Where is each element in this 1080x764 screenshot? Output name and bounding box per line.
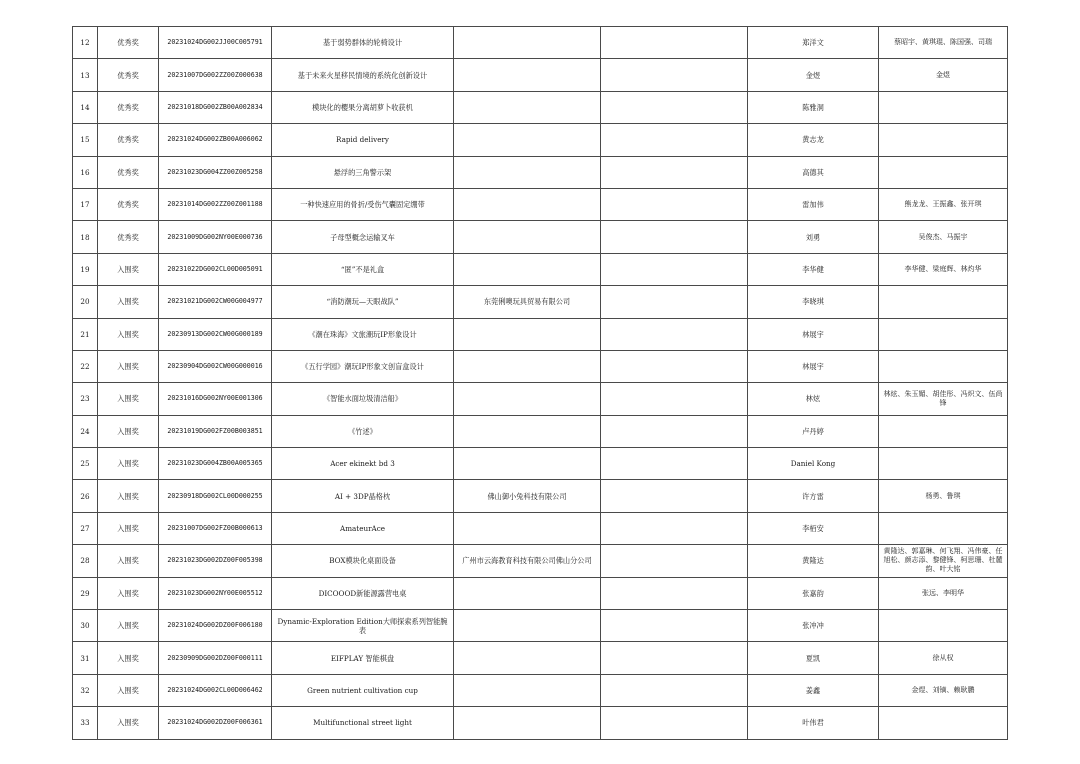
author-cell: 李晓琪 xyxy=(748,286,879,318)
empty-cell xyxy=(601,124,748,156)
empty-cell xyxy=(601,415,748,447)
row-number-cell: 14 xyxy=(73,91,98,123)
company-cell xyxy=(454,156,601,188)
award-level-cell: 入围奖 xyxy=(98,383,159,415)
author-cell: 刘勇 xyxy=(748,221,879,253)
row-number-cell: 24 xyxy=(73,415,98,447)
work-title-cell: DICOOOD新能源露营电桌 xyxy=(272,577,454,609)
work-title-cell: 模块化的樱果分离胡萝卜收获机 xyxy=(272,91,454,123)
company-cell xyxy=(454,610,601,642)
entry-code-cell: 20231024DG002ZB00A006062 xyxy=(159,124,272,156)
empty-cell xyxy=(601,318,748,350)
table-row xyxy=(73,610,1008,642)
award-level-cell: 入围奖 xyxy=(98,512,159,544)
entry-code-cell: 20231007DG002FZ00B000613 xyxy=(159,512,272,544)
team-members-cell: 吴俊杰、马振宇 xyxy=(879,221,1008,253)
table-row xyxy=(73,448,1008,480)
author-cell: 张嘉韵 xyxy=(748,577,879,609)
work-title-cell: 一种快速应用的骨折/受伤气囊固定绷带 xyxy=(272,188,454,220)
empty-cell xyxy=(601,27,748,59)
author-cell: 李栢安 xyxy=(748,512,879,544)
table-row xyxy=(73,674,1008,706)
work-title-cell: 《智能水面垃圾清洁船》 xyxy=(272,383,454,415)
author-cell: 黄志龙 xyxy=(748,124,879,156)
row-number-cell: 17 xyxy=(73,188,98,220)
company-cell xyxy=(454,415,601,447)
row-number-cell: 32 xyxy=(73,674,98,706)
award-level-cell: 优秀奖 xyxy=(98,221,159,253)
empty-cell xyxy=(601,480,748,512)
table-row xyxy=(73,156,1008,188)
table-row xyxy=(73,221,1008,253)
table-row xyxy=(73,188,1008,220)
team-members-cell: 黄隆达、郭嘉琳、何飞翔、冯伟豪、任旭松、颜志添、黎健锋、柯思珊、杜麓韵、叶大铭 xyxy=(879,545,1008,577)
awards-table xyxy=(72,26,1008,740)
work-title-cell: Acer ekinekt bd 3 xyxy=(272,448,454,480)
author-cell: 卢丹婷 xyxy=(748,415,879,447)
work-title-cell: “匿”不是礼盒 xyxy=(272,253,454,285)
row-number-cell: 19 xyxy=(73,253,98,285)
company-cell: 广州市云海教育科技有限公司佛山分公司 xyxy=(454,545,601,577)
author-cell: 林炫 xyxy=(748,383,879,415)
entry-code-cell: 20231014DG002ZZ00Z001188 xyxy=(159,188,272,220)
author-cell: 陈雅洞 xyxy=(748,91,879,123)
entry-code-cell: 20231019DG002FZ00B003851 xyxy=(159,415,272,447)
table-row xyxy=(73,707,1008,739)
company-cell xyxy=(454,124,601,156)
table-row xyxy=(73,318,1008,350)
entry-code-cell: 20231023DG002DZ00F005398 xyxy=(159,545,272,577)
author-cell: 林展宇 xyxy=(748,350,879,382)
work-title-cell: AmateurAce xyxy=(272,512,454,544)
team-members-cell xyxy=(879,448,1008,480)
work-title-cell: 《潮在珠海》文旅潮玩IP形象设计 xyxy=(272,318,454,350)
company-cell xyxy=(454,221,601,253)
table-row xyxy=(73,577,1008,609)
row-number-cell: 29 xyxy=(73,577,98,609)
row-number-cell: 30 xyxy=(73,610,98,642)
author-cell: 夏凯 xyxy=(748,642,879,674)
entry-code-cell: 20231007DG002ZZ00Z000638 xyxy=(159,59,272,91)
team-members-cell: 张远、李明华 xyxy=(879,577,1008,609)
author-cell: 叶伟君 xyxy=(748,707,879,739)
entry-code-cell: 20231009DG002NY00E000736 xyxy=(159,221,272,253)
author-cell: 李华健 xyxy=(748,253,879,285)
award-level-cell: 优秀奖 xyxy=(98,124,159,156)
team-members-cell xyxy=(879,286,1008,318)
empty-cell xyxy=(601,59,748,91)
work-title-cell: “消防潮玩—天眼战队” xyxy=(272,286,454,318)
entry-code-cell: 20231023DG004ZB00A005365 xyxy=(159,448,272,480)
entry-code-cell: 20231024DG002JJ00C005791 xyxy=(159,27,272,59)
row-number-cell: 21 xyxy=(73,318,98,350)
team-members-cell: 李华健、梁庭辉、林灼华 xyxy=(879,253,1008,285)
author-cell: Daniel Kong xyxy=(748,448,879,480)
entry-code-cell: 20230913DG002CW00G000189 xyxy=(159,318,272,350)
company-cell xyxy=(454,253,601,285)
empty-cell xyxy=(601,221,748,253)
award-level-cell: 入围奖 xyxy=(98,642,159,674)
company-cell xyxy=(454,707,601,739)
team-members-cell xyxy=(879,91,1008,123)
company-cell xyxy=(454,448,601,480)
award-level-cell: 入围奖 xyxy=(98,480,159,512)
work-title-cell: EIFPLAY 智能棋盘 xyxy=(272,642,454,674)
company-cell xyxy=(454,642,601,674)
empty-cell xyxy=(601,286,748,318)
entry-code-cell: 20231024DG002DZ00F006180 xyxy=(159,610,272,642)
table-body xyxy=(73,27,1008,740)
empty-cell xyxy=(601,577,748,609)
row-number-cell: 23 xyxy=(73,383,98,415)
entry-code-cell: 20231018DG002ZB00A002834 xyxy=(159,91,272,123)
table-row xyxy=(73,512,1008,544)
company-cell xyxy=(454,318,601,350)
entry-code-cell: 20230904DG002CW00G000016 xyxy=(159,350,272,382)
award-level-cell: 优秀奖 xyxy=(98,188,159,220)
row-number-cell: 13 xyxy=(73,59,98,91)
author-cell: 高德其 xyxy=(748,156,879,188)
team-members-cell: 林炫、朱玉媚、胡佳彤、冯炽文、伍尚锋 xyxy=(879,383,1008,415)
entry-code-cell: 20231024DG002DZ00F006361 xyxy=(159,707,272,739)
team-members-cell: 金煜、刘镝、赖耿鹏 xyxy=(879,674,1008,706)
table-row xyxy=(73,642,1008,674)
author-cell: 金煜 xyxy=(748,59,879,91)
empty-cell xyxy=(601,707,748,739)
table-row xyxy=(73,545,1008,577)
empty-cell xyxy=(601,156,748,188)
company-cell xyxy=(454,577,601,609)
team-members-cell xyxy=(879,350,1008,382)
work-title-cell: 基于弱势群体的轮椅设计 xyxy=(272,27,454,59)
work-title-cell: 《竹述》 xyxy=(272,415,454,447)
award-level-cell: 入围奖 xyxy=(98,318,159,350)
empty-cell xyxy=(601,642,748,674)
award-level-cell: 入围奖 xyxy=(98,674,159,706)
company-cell: 佛山御小兔科技有限公司 xyxy=(454,480,601,512)
empty-cell xyxy=(601,674,748,706)
work-title-cell: 悬浮的三角警示架 xyxy=(272,156,454,188)
team-members-cell xyxy=(879,415,1008,447)
company-cell xyxy=(454,350,601,382)
empty-cell xyxy=(601,545,748,577)
award-level-cell: 入围奖 xyxy=(98,545,159,577)
entry-code-cell: 20231016DG002NY00E001306 xyxy=(159,383,272,415)
row-number-cell: 15 xyxy=(73,124,98,156)
table-row xyxy=(73,27,1008,59)
team-members-cell: 金煜 xyxy=(879,59,1008,91)
empty-cell xyxy=(601,188,748,220)
work-title-cell: Rapid delivery xyxy=(272,124,454,156)
company-cell xyxy=(454,383,601,415)
company-cell xyxy=(454,188,601,220)
table-row xyxy=(73,480,1008,512)
award-level-cell: 入围奖 xyxy=(98,350,159,382)
author-cell: 黄隆达 xyxy=(748,545,879,577)
award-level-cell: 入围奖 xyxy=(98,448,159,480)
work-title-cell: Green nutrient cultivation cup xyxy=(272,674,454,706)
table-row xyxy=(73,415,1008,447)
empty-cell xyxy=(601,91,748,123)
table-row xyxy=(73,59,1008,91)
team-members-cell xyxy=(879,707,1008,739)
row-number-cell: 22 xyxy=(73,350,98,382)
entry-code-cell: 20231024DG002CL00D006462 xyxy=(159,674,272,706)
company-cell: 东莞俐噢玩具贸易有限公司 xyxy=(454,286,601,318)
empty-cell xyxy=(601,253,748,285)
row-number-cell: 18 xyxy=(73,221,98,253)
table-row xyxy=(73,286,1008,318)
award-level-cell: 入围奖 xyxy=(98,577,159,609)
work-title-cell: 子母型概念运输叉车 xyxy=(272,221,454,253)
team-members-cell: 杨勇、鲁琪 xyxy=(879,480,1008,512)
team-members-cell xyxy=(879,124,1008,156)
award-level-cell: 优秀奖 xyxy=(98,91,159,123)
work-title-cell: 《五行学园》潮玩IP形象文创盲盒设计 xyxy=(272,350,454,382)
empty-cell xyxy=(601,512,748,544)
award-level-cell: 入围奖 xyxy=(98,707,159,739)
empty-cell xyxy=(601,383,748,415)
work-title-cell: BOX模块化桌面设备 xyxy=(272,545,454,577)
author-cell: 姜鑫 xyxy=(748,674,879,706)
award-level-cell: 入围奖 xyxy=(98,286,159,318)
company-cell xyxy=(454,27,601,59)
team-members-cell xyxy=(879,318,1008,350)
award-level-cell: 入围奖 xyxy=(98,415,159,447)
entry-code-cell: 20231022DG002CL00D005091 xyxy=(159,253,272,285)
award-level-cell: 优秀奖 xyxy=(98,156,159,188)
row-number-cell: 16 xyxy=(73,156,98,188)
work-title-cell: Dynamic-Exploration Edition大师探索系列智能腕表 xyxy=(272,610,454,642)
team-members-cell xyxy=(879,156,1008,188)
award-level-cell: 优秀奖 xyxy=(98,27,159,59)
entry-code-cell: 20231023DG004ZZ00Z005258 xyxy=(159,156,272,188)
author-cell: 林展宇 xyxy=(748,318,879,350)
row-number-cell: 12 xyxy=(73,27,98,59)
company-cell xyxy=(454,512,601,544)
table-row xyxy=(73,350,1008,382)
company-cell xyxy=(454,91,601,123)
team-members-cell: 熊龙龙、王振鑫、张开琪 xyxy=(879,188,1008,220)
row-number-cell: 28 xyxy=(73,545,98,577)
row-number-cell: 33 xyxy=(73,707,98,739)
work-title-cell: AI + 3DP晶格枕 xyxy=(272,480,454,512)
row-number-cell: 27 xyxy=(73,512,98,544)
table-row xyxy=(73,91,1008,123)
row-number-cell: 31 xyxy=(73,642,98,674)
row-number-cell: 20 xyxy=(73,286,98,318)
team-members-cell: 蔡昭宇、黄琪琨、陈国强、司瑞 xyxy=(879,27,1008,59)
author-cell: 张冲冲 xyxy=(748,610,879,642)
award-level-cell: 优秀奖 xyxy=(98,59,159,91)
author-cell: 郑洋文 xyxy=(748,27,879,59)
entry-code-cell: 20231021DG002CW00G004977 xyxy=(159,286,272,318)
team-members-cell xyxy=(879,610,1008,642)
table-row xyxy=(73,383,1008,415)
company-cell xyxy=(454,59,601,91)
entry-code-cell: 20230918DG002CL00D000255 xyxy=(159,480,272,512)
entry-code-cell: 20231023DG002NY00E005512 xyxy=(159,577,272,609)
table-row xyxy=(73,124,1008,156)
row-number-cell: 26 xyxy=(73,480,98,512)
author-cell: 雷加伟 xyxy=(748,188,879,220)
author-cell: 许方雷 xyxy=(748,480,879,512)
row-number-cell: 25 xyxy=(73,448,98,480)
empty-cell xyxy=(601,350,748,382)
team-members-cell xyxy=(879,512,1008,544)
empty-cell xyxy=(601,610,748,642)
work-title-cell: 基于未来火星移民情境的系统化创新设计 xyxy=(272,59,454,91)
table-row xyxy=(73,253,1008,285)
team-members-cell: 徐从权 xyxy=(879,642,1008,674)
award-level-cell: 入围奖 xyxy=(98,610,159,642)
entry-code-cell: 20230909DG002DZ00F000111 xyxy=(159,642,272,674)
award-level-cell: 入围奖 xyxy=(98,253,159,285)
empty-cell xyxy=(601,448,748,480)
work-title-cell: Multifunctional street light xyxy=(272,707,454,739)
company-cell xyxy=(454,674,601,706)
